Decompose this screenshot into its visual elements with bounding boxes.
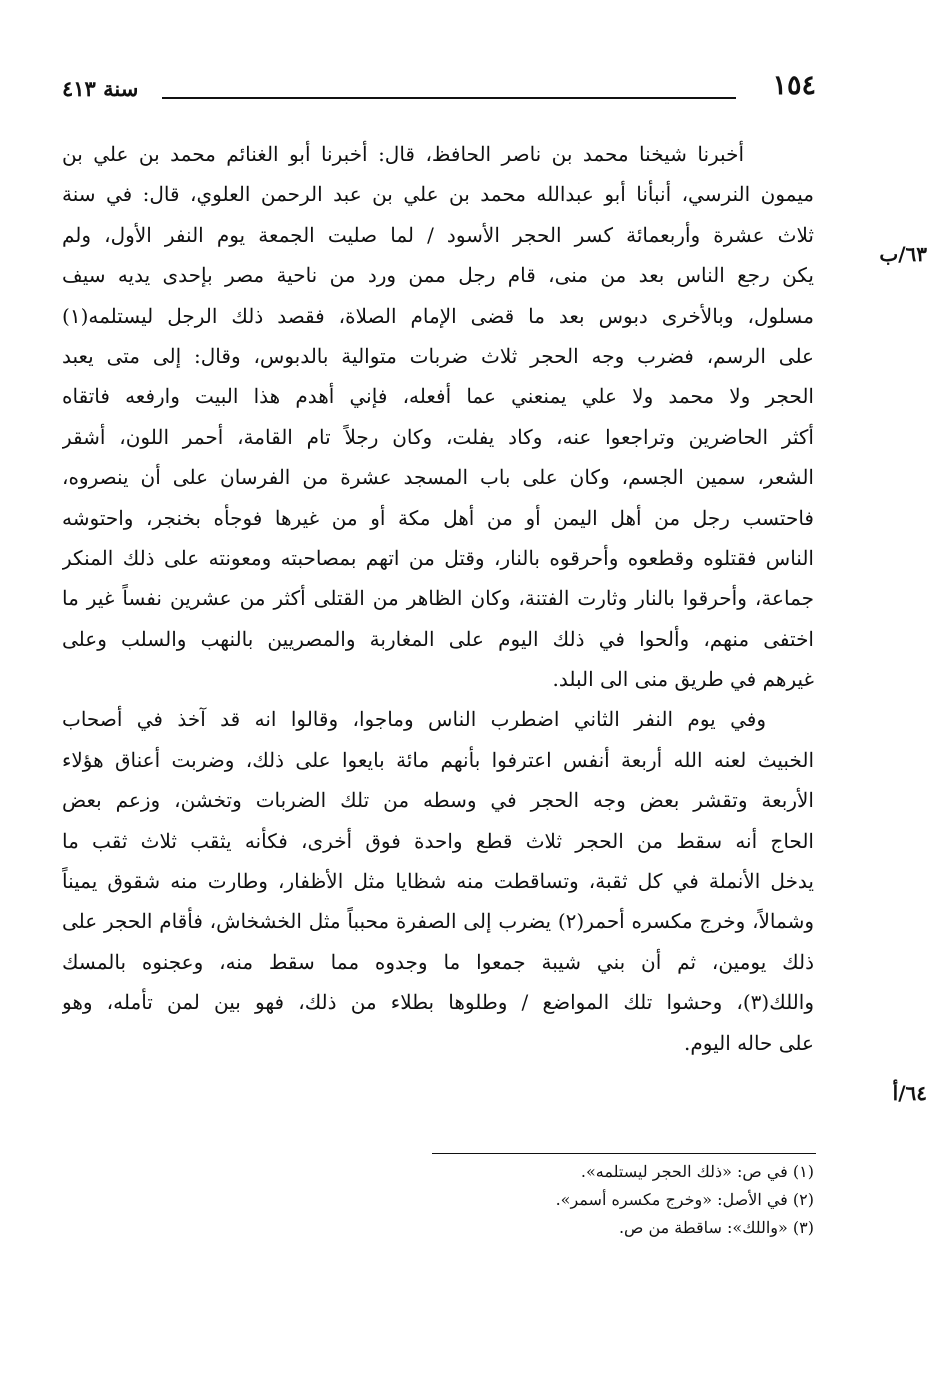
footnote-rule	[432, 1153, 816, 1154]
text-line: جماعة، وأحرقوا بالنار وثارت الفتنة، وكان الظاهر من القتلى أكثر من عشرين نفساً غير ما	[62, 586, 814, 611]
text-line: مسلول، وبالأخرى دبوس بعد ما قضى الإمام الصلاة، فقصد ذلك الرجل ليستلمه(١)	[62, 303, 814, 328]
text-line: الخبيث لعنه الله أربعة أنفس اعترفوا بأنهم مائة بايعوا على ذلك، وضربت أعناق هؤلاء	[62, 747, 814, 772]
text-line: يدخل الأنملة في كل ثقبة، وتساقطت منه شظايا مثل الأظفار، وطارت منه شقوق يميناً	[62, 869, 814, 894]
text-line: الناس فقتلوه وقطعوه وأحرقوه بالنار، وقتل من اتهم بمصاحبته ومعونته على ذلك المنكر	[62, 545, 814, 570]
text-line: على حاله اليوم.	[684, 1030, 814, 1055]
text-line: يكن رجع الناس بعد من منى، قام رجل ممن ورد من ناحية مصر بإحدى يديه سيف	[62, 263, 814, 288]
text-line: الحاج أنه سقط من الحجر ثلاث قطع واحدة فوق أخرى، فكأنه يثقب ثلاث ثقب ما	[62, 828, 814, 853]
footnote: (٢) في الأصل: «وخرج مكسره أسمر».	[555, 1190, 814, 1209]
text-line: وشمالاً، وخرج مكسره أحمر(٢) يضرب إلى الصفرة محبباً مثل الخشخاش، فأقام الحجر على	[62, 909, 814, 934]
text-line: غيرهم في طريق منى الى البلد.	[552, 667, 814, 692]
margin-folio-note: ٦٣/ب	[879, 242, 927, 266]
header-rule	[162, 97, 736, 99]
text-line: الأربعة وتقشر بعض وجه الحجر في وسطه من تلك الضربات وتخشن، وزعم بعض	[62, 788, 814, 813]
footnote: (٣) «واللك»: ساقطة من ص.	[618, 1218, 814, 1237]
text-line: واللك(٣)، وحشوا تلك المواضع / وطلوها بطلاء من ذلك، فهو بين لمن تأمله، وهو	[62, 990, 814, 1015]
main-text	[62, 134, 814, 1063]
text-line: ذلك يومين، ثم أن بني شيبة جمعوا ما وجدوه مما سقط منه، وعجنوه بالمسك	[62, 949, 814, 974]
text-line: الحجر ولا محمد ولا علي يمنعني عما أفعله، فإني أهدم هذا البيت وارفعه فاتقاه	[62, 384, 814, 409]
page-number: ١٥٤	[772, 70, 816, 101]
running-head-year: سنة ٤١٣	[62, 76, 139, 101]
page-header	[62, 70, 816, 110]
footnotes	[430, 1158, 814, 1242]
text-line: على الرسم، فضرب وجه الحجر ثلاث ضربات متوالية بالدبوس، وقال: إلى متى يعبد	[62, 343, 814, 368]
text-line: أخبرنا شيخنا محمد بن ناصر الحافظ، قال: أخبرنا أبو الغنائم محمد بن علي بن	[62, 142, 744, 166]
text-line: الشعر، سمين الجسم، وكان على باب المسجد عشرة من الفرسان على أن ينصروه،	[62, 465, 814, 490]
text-line: اختفى منهم، وألحوا في ذلك اليوم على المغاربة والمصريين بالنهب والسلب وعلى	[62, 626, 814, 651]
margin-folio-note: ٦٤/أ	[892, 1081, 927, 1105]
text-line: ميمون النرسي، أنبأنا أبو عبدالله محمد بن علي بن عبد الرحمن العلوي، قال: في سنة	[62, 182, 814, 207]
text-line: أكثر الحاضرين وتراجعوا عنه، وكاد يفلت، وكان رجلاً تام القامة، أحمر اللون، أشقر	[62, 424, 814, 449]
text-line: فاحتسب رجل من أهل اليمن أو من أهل مكة أو من غيرها فوجأه بخنجر، واحتوشه	[62, 505, 814, 530]
text-line: ثلاث عشرة وأربعمائة كسر الحجر الأسود / لما صليت الجمعة يوم النفر الأول، ولم	[62, 222, 814, 247]
footnote: (١) في ص: «ذلك الحجر ليستلمه».	[580, 1162, 814, 1181]
text-line: وفي يوم النفر الثاني اضطرب الناس وماجوا، وقالوا انه قد آخذ في أصحاب	[62, 707, 766, 732]
